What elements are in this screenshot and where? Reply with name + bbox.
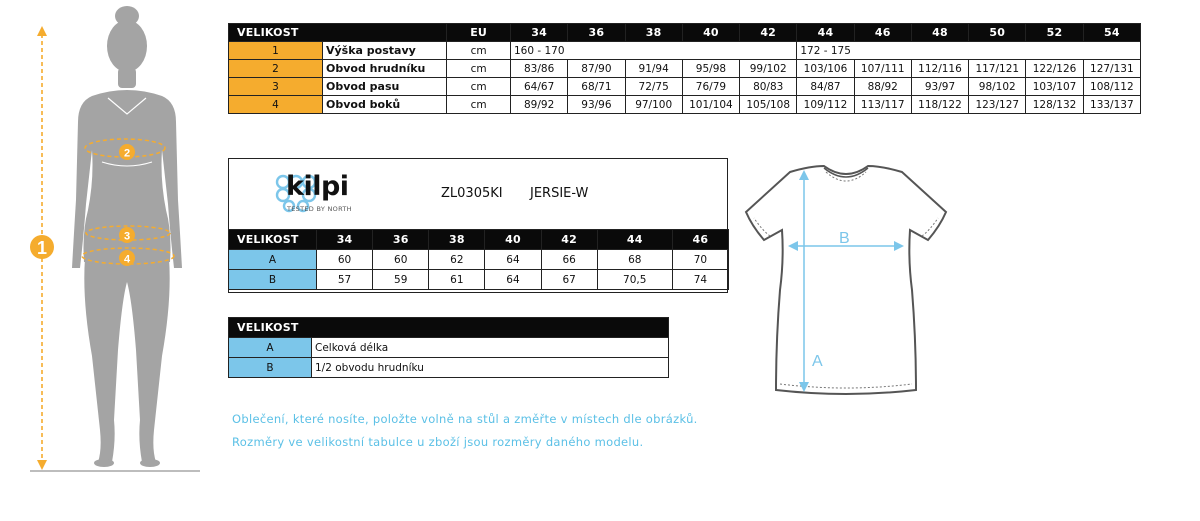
table-cell: 70 [672,250,728,270]
size-col: 50 [969,24,1026,42]
table-row [229,358,669,378]
note-line-2: Rozměry ve velikostní tabulce u zboží jsou rozměry daného modelu. [232,435,644,449]
row-label: Obvod boků [323,96,447,114]
legend-table-header-label: VELIKOST [229,318,669,338]
table-cell: 87/90 [568,60,625,78]
table-row [229,60,1141,78]
svg-text:4: 4 [123,253,131,266]
table-cell: 98/102 [969,78,1026,96]
row-unit: cm [447,42,511,60]
row-number: 3 [229,78,323,96]
marker-2 [119,144,135,160]
shirt-marker-b: B [839,230,850,247]
table-cell: 64 [485,250,541,270]
row-key: B [229,358,312,378]
size-col: 36 [568,24,625,42]
table-cell: 103/106 [797,60,854,78]
table-cell: 107/111 [854,60,911,78]
row-desc: 1/2 obvodu hrudníku [312,358,669,378]
row-label: Obvod pasu [323,78,447,96]
table-cell: 93/96 [568,96,625,114]
unit-header: EU [447,24,511,42]
table-cell: 80/83 [740,78,797,96]
row-unit: cm [447,96,511,114]
table-row [229,78,1141,96]
table-cell: 109/112 [797,96,854,114]
height-range-a: 160 - 170 [511,42,797,60]
table-cell: 60 [317,250,373,270]
marker-4 [119,250,135,266]
table-cell: 91/94 [625,60,682,78]
size-col: 46 [672,230,728,250]
height-range-b: 172 - 175 [797,42,1141,60]
logo-tagline: TESTED BY NORTH [287,205,352,213]
size-col: 34 [511,24,568,42]
size-col: 46 [854,24,911,42]
table-cell: 112/116 [911,60,968,78]
product-name: JERSIE-W [530,186,589,201]
table-cell: 127/131 [1083,60,1140,78]
table-cell: 95/98 [682,60,739,78]
product-code: ZL0305KI [441,186,503,201]
row-number: 1 [229,42,323,60]
legend-table [228,317,669,378]
row-desc: Celková délka [312,338,669,358]
size-col: 38 [429,230,485,250]
garment-table-header [229,230,729,250]
size-table-header-label: VELIKOST [229,24,447,42]
length-arrow [799,170,809,392]
table-cell: 113/117 [854,96,911,114]
size-table-header [229,24,1141,42]
size-col: 40 [682,24,739,42]
table-cell: 118/122 [911,96,968,114]
row-unit: cm [447,60,511,78]
table-row [229,42,1141,60]
table-cell: 72/75 [625,78,682,96]
logo-text: kilpi [286,171,349,202]
row-number: 2 [229,60,323,78]
table-cell: 105/108 [740,96,797,114]
table-cell: 60 [373,250,429,270]
table-cell: 128/132 [1026,96,1083,114]
table-cell: 123/127 [969,96,1026,114]
table-cell: 64 [485,270,541,290]
table-cell: 97/100 [625,96,682,114]
size-col: 48 [911,24,968,42]
shirt-marker-a: A [812,353,823,370]
garment-table-header-label: VELIKOST [229,230,317,250]
size-col: 36 [373,230,429,250]
row-number: 4 [229,96,323,114]
table-row [229,338,669,358]
table-cell: 74 [672,270,728,290]
table-cell: 57 [317,270,373,290]
size-col: 42 [541,230,597,250]
size-col: 44 [597,230,672,250]
svg-text:3: 3 [123,230,131,243]
row-label: Výška postavy [323,42,447,60]
marker-1 [30,235,54,259]
body-figure [0,0,220,521]
row-unit: cm [447,78,511,96]
table-cell: 108/112 [1083,78,1140,96]
table-cell: 99/102 [740,60,797,78]
table-row [229,270,729,290]
table-cell: 103/107 [1026,78,1083,96]
svg-text:2: 2 [123,147,131,160]
table-cell: 61 [429,270,485,290]
table-cell: 64/67 [511,78,568,96]
table-cell: 88/92 [854,78,911,96]
table-cell: 89/92 [511,96,568,114]
garment-size-table [228,229,729,290]
note-line-1: Oblečení, které nosíte, položte volně na stůl a změřte v místech dle obrázků. [232,412,698,426]
size-col: 42 [740,24,797,42]
table-cell: 66 [541,250,597,270]
marker-1-label: 1 [36,238,48,258]
table-cell: 76/79 [682,78,739,96]
marker-3 [119,227,135,243]
table-cell: 133/137 [1083,96,1140,114]
size-col: 54 [1083,24,1140,42]
size-col: 44 [797,24,854,42]
table-row [229,96,1141,114]
table-row [229,250,729,270]
size-table [228,23,1141,114]
table-cell: 117/121 [969,60,1026,78]
table-cell: 101/104 [682,96,739,114]
row-key: B [229,270,317,290]
size-col: 38 [625,24,682,42]
table-cell: 122/126 [1026,60,1083,78]
table-cell: 68/71 [568,78,625,96]
table-cell: 67 [541,270,597,290]
tshirt-diagram [740,160,960,410]
size-col: 40 [485,230,541,250]
table-cell: 59 [373,270,429,290]
table-cell: 83/86 [511,60,568,78]
legend-table-header [229,318,669,338]
table-cell: 84/87 [797,78,854,96]
table-cell: 62 [429,250,485,270]
row-key: A [229,250,317,270]
row-label: Obvod hrudníku [323,60,447,78]
size-col: 52 [1026,24,1083,42]
table-cell: 70,5 [597,270,672,290]
table-cell: 68 [597,250,672,270]
table-cell: 93/97 [911,78,968,96]
row-key: A [229,338,312,358]
size-col: 34 [317,230,373,250]
